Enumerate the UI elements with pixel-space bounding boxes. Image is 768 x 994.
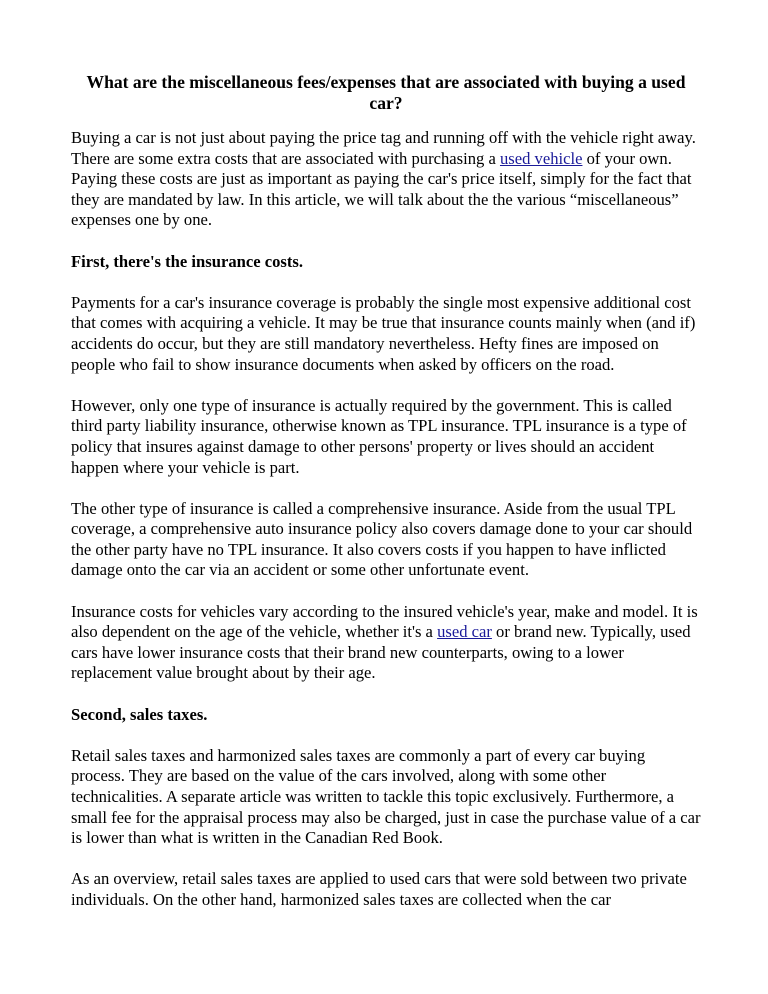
- document-title: What are the miscellaneous fees/expenses that are associated with buying a used car?: [86, 72, 686, 113]
- section-heading-sales-taxes: Second, sales taxes.: [71, 704, 208, 724]
- intro-text-after: of your own. Paying these costs are just as important as paying the car's price itself, simply for the fact that they are mandated by law. In this article, we will talk about the the various “miscellaneous” expenses one by one.: [71, 148, 692, 230]
- insurance-paragraph-3: The other type of insurance is called a comprehensive insurance. Aside from the usual TPL coverage, a comprehensive auto insurance policy also covers damage done to your car should the other party have no TPL insurance. It also covers costs if you happen to have inflicted damage onto the car via an accident or some other unfortunate event.: [71, 498, 693, 580]
- document-page: [71, 72, 701, 911]
- insurance-paragraph-4: [71, 602, 701, 684]
- insurance-paragraph-1: Payments for a car's insurance coverage is probably the single most expensive additional cost that comes with acquiring a vehicle. It may be true that insurance counts mainly when (and if) accidents do occur, but they are still mandatory nevertheless. Hefty fines are imposed on people who fail to show insurance documents when asked by officers on the road.: [71, 292, 696, 374]
- used-vehicle-link[interactable]: used vehicle: [499, 148, 583, 168]
- sales-taxes-paragraph-1: Retail sales taxes and harmonized sales taxes are commonly a part of every car buying process. They are based on the value of the cars involved, along with some other technicalities. A separate article was written to tackle this topic exclusively. Furthermore, a small fee for the appraisal process may also be charged, just in case the purchase value of a car is lower than what is written in the Canadian Red Book.: [71, 745, 701, 848]
- intro-paragraph: [71, 128, 701, 231]
- insurance-paragraph-2: However, only one type of insurance is actually required by the government. This is called third party liability insurance, otherwise known as TPL insurance. TPL insurance is a type of policy that insures against damage to other persons' property or lives should an accident happen where your vehicle is part.: [71, 395, 687, 477]
- insurance-p4-text-after: or brand new. Typically, used cars have lower insurance costs that their brand new counterparts, owing to a lower replacement value brought about by their age.: [71, 622, 691, 683]
- intro-text-before: Buying a car is not just about paying the price tag and running off with the vehicle right away. There are some extra costs that are associated with purchasing a: [71, 128, 696, 168]
- insurance-p4-text-before: Insurance costs for vehicles vary according to the insured vehicle's year, make and model. It is also dependent on the age of the vehicle, whether it's a: [71, 601, 698, 642]
- used-car-link[interactable]: used car: [437, 622, 492, 642]
- sales-taxes-paragraph-2: As an overview, retail sales taxes are applied to used cars that were sold between two private individuals. On the other hand, harmonized sales taxes are collected when the car: [71, 869, 687, 909]
- section-heading-insurance: First, there's the insurance costs.: [71, 251, 303, 271]
